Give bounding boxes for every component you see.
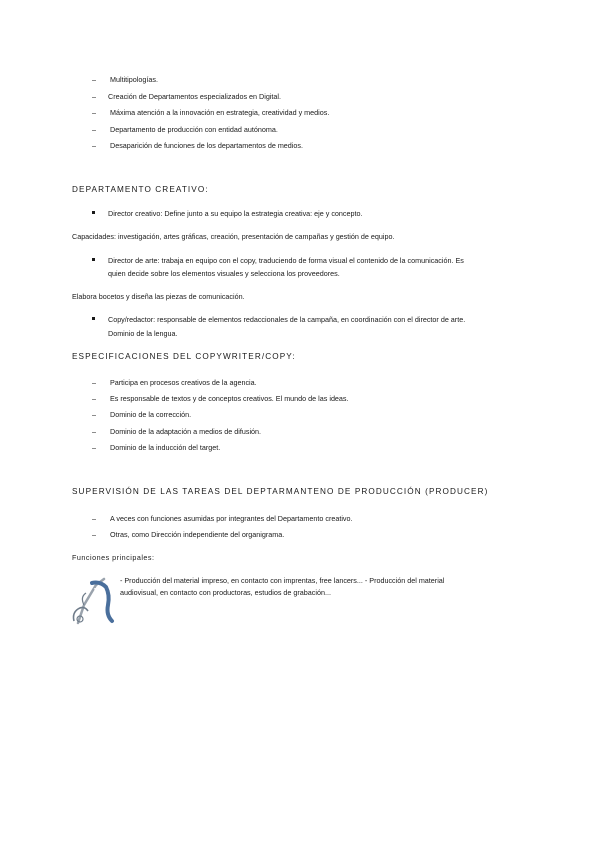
list-item: A veces con funciones asumidas por integrantes del Departamento creativo. [110,514,353,523]
copy-text-line1: Copy/redactor: responsable de elementos redaccionales de la campaña, en coordinación con el director de arte. [108,315,466,324]
capacidades-text: Capacidades: investigación, artes gráficas, creación, presentación de campañas y gestión de equipo. [72,232,395,241]
bullet-marker [92,211,95,214]
section-heading-production: SUPERVISIÓN DE LAS TAREAS DEL DEPTARMANTENO DE PRODUCCIÓN (PRODUCER) [72,487,489,496]
director-arte-text-line2: quien decide sobre los elementos visuales y selecciona los proveedores. [108,269,340,278]
list-item: Departamento de producción con entidad autónoma. [110,125,278,134]
bullet-marker [92,317,95,320]
list-item: Máxima atención a la innovación en estrategia, creatividad y medios. [110,108,330,117]
elabora-text: Elabora bocetos y diseña las piezas de comunicación. [72,292,245,301]
functions-text-line1: - Producción del material impreso, en contacto con imprentas, free lancers... - Producción del material [120,576,445,585]
dash-marker: – [92,410,96,419]
section-heading-copy-specs: ESPECIFICACIONES DEL COPYWRITER/COPY: [72,352,296,361]
dash-marker: – [92,108,96,117]
list-item: Desaparición de funciones de los departamentos de medios. [110,141,303,150]
dash-marker: – [92,427,96,436]
list-item: Es responsable de textos y de conceptos creativos. El mundo de las ideas. [110,394,349,403]
list-item: Participa en procesos creativos de la agencia. [110,378,257,387]
list-item: Creación de Departamentos especializados en Digital. [108,92,281,101]
copy-text-line2: Dominio de la lengua. [108,329,178,338]
list-item: Dominio de la corrección. [110,410,192,419]
dash-marker: – [92,378,96,387]
dash-marker: – [92,514,96,523]
list-item: Dominio de la inducción del target. [110,443,221,452]
list-item: Multitipologías. [110,75,158,84]
functions-label: Funciones principales: [72,553,155,562]
dash-marker: – [92,125,96,134]
bullet-marker [92,258,95,261]
dash-marker: – [92,530,96,539]
film-reel-icon [70,575,116,627]
section-heading-creative: DEPARTAMENTO CREATIVO: [72,185,209,194]
dash-marker: – [92,443,96,452]
list-item: Otras, como Dirección independiente del organigrama. [110,530,285,539]
dash-marker: – [92,394,96,403]
functions-text-line2: audiovisual, en contacto con productoras, estudios de grabación... [120,588,331,597]
director-arte-text-line1: Director de arte: trabaja en equipo con el copy, traduciendo de forma visual el contenido de la comunicación. Es [108,256,464,265]
dash-marker: – [92,141,96,150]
dash-marker: – [92,92,96,101]
director-creativo-text: Director creativo: Define junto a su equipo la estrategia creativa: eje y concepto. [108,209,363,218]
dash-marker: – [92,75,96,84]
list-item: Dominio de la adaptación a medios de difusión. [110,427,262,436]
